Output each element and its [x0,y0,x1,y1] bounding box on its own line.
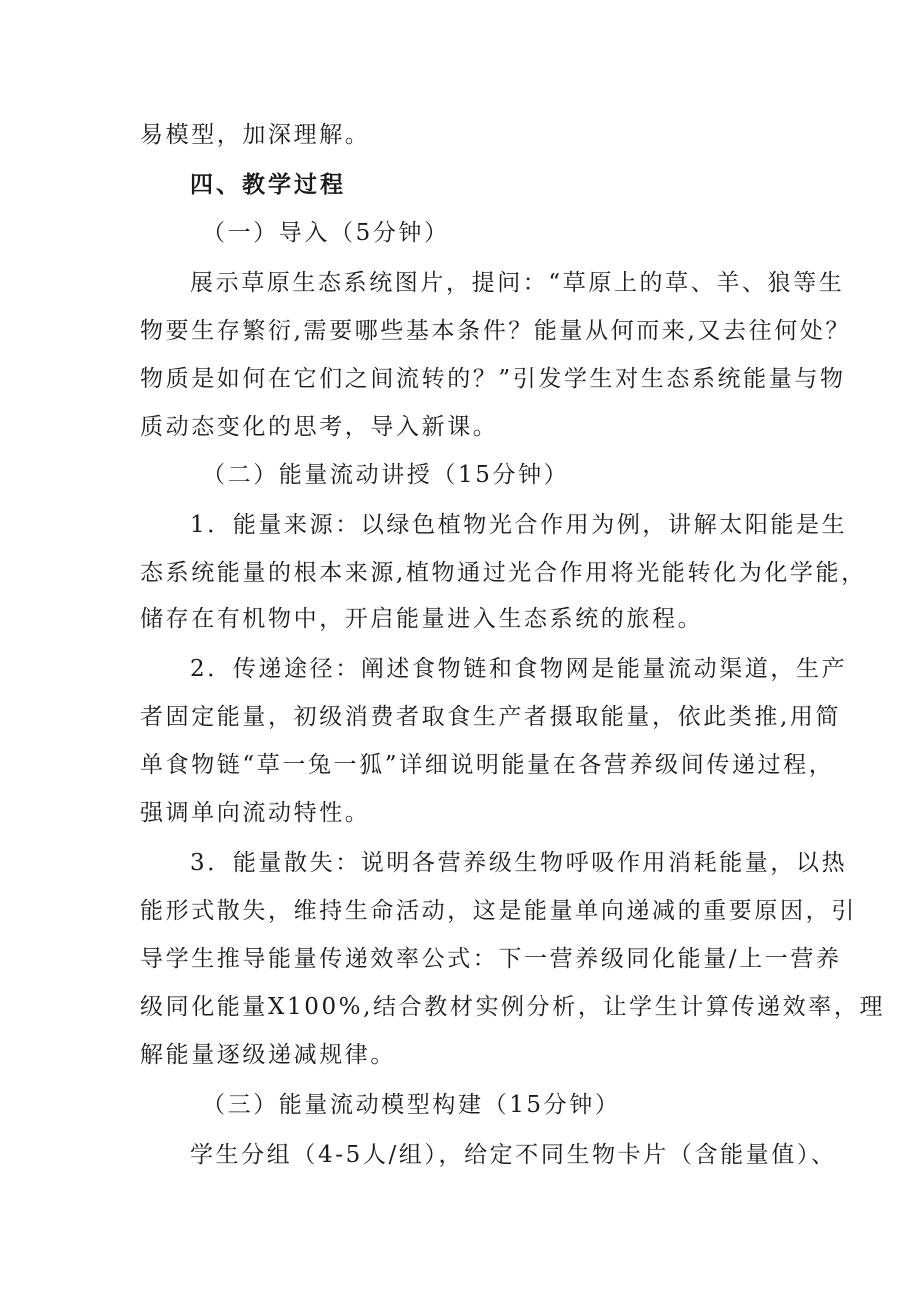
paragraph-end-line: 易模型，加深理解。 [140,122,371,148]
paragraph-line: 导学生推导能量传递效率公式：下一营养级同化能量/上一营养 [140,946,842,972]
paragraph-line: 2．传递途径：阐述食物链和食物网是能量流动渠道，生产 [190,656,848,682]
paragraph-line: 物质是如何在它们之间流转的？”引发学生对生态系统能量与物 [140,366,846,392]
paragraph-line: 学生分组（4-5人/组），给定不同生物卡片（含能量值）、 [190,1142,837,1168]
subsection-title-intro: （一）导入（5分钟） [202,220,450,246]
subsection-title-model: （三）能量流动模型构建（15分钟） [202,1092,621,1118]
paragraph-line: 强调单向流动特性。 [140,800,371,826]
paragraph-line: 储存在有机物中，开启能量进入生态系统的旅程。 [140,606,704,632]
section-heading: 四、教学过程 [190,172,346,198]
paragraph-line: 级同化能量X100%,结合教材实例分析，让学生计算传递效率，理 [140,994,886,1020]
paragraph-line: 解能量逐级递减规律。 [140,1042,396,1068]
paragraph-line: 能形式散失，维持生命活动，这是能量单向递减的重要原因，引 [140,898,857,924]
paragraph-line: 者固定能量，初级消费者取食生产者摄取能量，依此类推,用简 [140,704,842,730]
paragraph-line: 展示草原生态系统图片，提问：“草原上的草、羊、狼等生 [190,270,845,296]
paragraph-line: 物要生存繁衍,需要哪些基本条件？能量从何而来,又去往何处？ [140,318,852,344]
paragraph-line: 单食物链“草一兔一狐”详细说明能量在各营养级间传递过程， [140,752,835,778]
paragraph-line: 3．能量散失：说明各营养级生物呼吸作用消耗能量，以热 [190,850,848,876]
paragraph-line: 态系统能量的根本来源,植物通过光合作用将光能转化为化学能， [140,560,867,586]
paragraph-line: 质动态变化的思考，导入新课。 [140,414,499,440]
subsection-title-energy-flow: （二）能量流动讲授（15分钟） [202,462,570,488]
paragraph-line: 1．能量来源：以绿色植物光合作用为例，讲解太阳能是生 [190,512,848,538]
